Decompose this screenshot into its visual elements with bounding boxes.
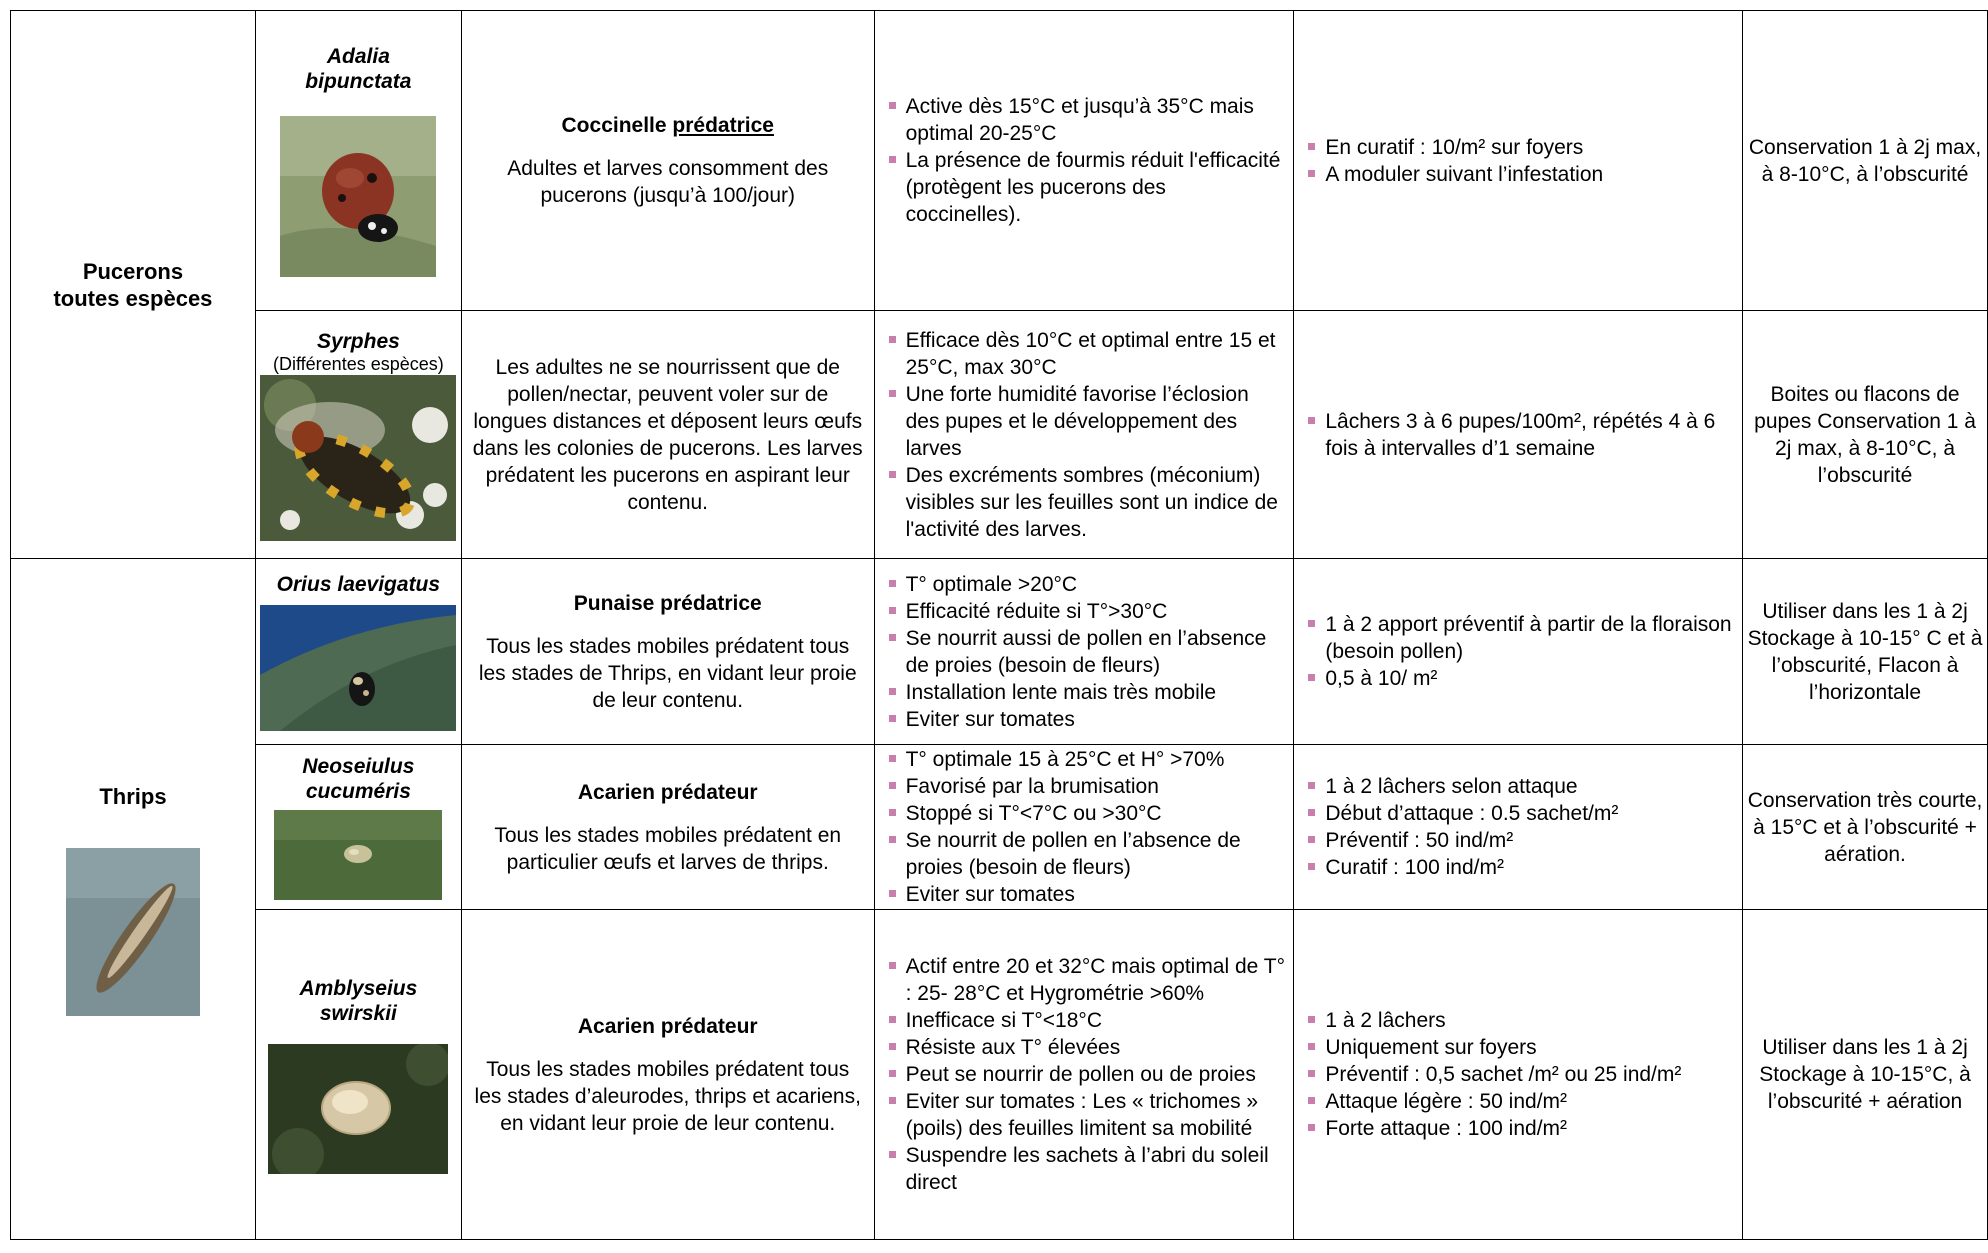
condition-item: Peut se nourrir de pollen ou de proies [889, 1061, 1286, 1088]
condition-item: Suspendre les sachets à l’abri du soleil direct [889, 1142, 1286, 1196]
description-cell [461, 745, 874, 910]
doses-cell [1294, 910, 1743, 1240]
type-label: Coccinelle [561, 114, 673, 137]
auxiliary-type: Acarien prédateur [577, 780, 758, 804]
conservation-cell [1743, 311, 1988, 559]
orius-bug-photo [260, 605, 456, 731]
thrips-photo [66, 848, 200, 1016]
condition-item: Favorisé par la brumisation [889, 773, 1286, 800]
conservation-cell [1743, 11, 1988, 311]
table-row [11, 311, 1988, 559]
pest-cell-pucerons [11, 11, 256, 559]
description-cell [461, 311, 874, 559]
auxiliary-name: cucuméris [305, 780, 411, 803]
condition-item: Eviter sur tomates [889, 706, 1286, 733]
condition-item: Se nourrit de pollen en l’absence de proies (besoin de fleurs) [889, 827, 1286, 881]
doses-cell [1294, 559, 1743, 745]
dose-item: A moduler suivant l’infestation [1308, 161, 1734, 188]
auxiliary-name: swirskii [319, 1001, 397, 1025]
pest-name: Pucerons [82, 258, 184, 284]
condition-item: Eviter sur tomates : Les « trichomes » (poils) des feuilles limitent sa mobilité [889, 1088, 1286, 1142]
description-cell [461, 910, 874, 1240]
condition-item: T° optimale >20°C [889, 571, 1286, 598]
auxiliary-cell [255, 745, 461, 910]
type-label-underlined: prédatrice [672, 114, 774, 137]
condition-item: Actif entre 20 et 32°C mais optimal de T° : 25- 28°C et Hygrométrie >60% [889, 953, 1286, 1007]
pest-name-sub: toutes espèces [53, 285, 213, 311]
dose-item: 1 à 2 apport préventif à partir de la floraison (besoin pollen) [1308, 611, 1734, 665]
mite-photo [274, 810, 442, 900]
description-text: Tous les stades mobiles prédatent tous les stades d’aleurodes, thrips et acariens, en vidant leur proie de leur contenu. [474, 1057, 861, 1135]
hoverfly-photo [260, 375, 456, 541]
doses-cell [1294, 311, 1743, 559]
table-row [11, 559, 1988, 745]
condition-item: Des excréments sombres (méconium) visibles sur les feuilles sont un indice de l'activité des larves. [889, 462, 1286, 543]
condition-item: T° optimale 15 à 25°C et H° >70% [889, 746, 1286, 773]
condition-item: Une forte humidité favorise l’éclosion des pupes et le développement des larves [889, 381, 1286, 462]
amblyseius-mite-photo [268, 1044, 448, 1174]
doses-cell [1294, 745, 1743, 910]
auxiliary-cell [255, 11, 461, 311]
dose-item: 1 à 2 lâchers selon attaque [1308, 773, 1734, 800]
dose-item: Début d’attaque : 0.5 sachet/m² [1308, 800, 1734, 827]
auxiliary-name: bipunctata [305, 70, 412, 93]
dose-item: Forte attaque : 100 ind/m² [1308, 1115, 1734, 1142]
conditions-cell [874, 559, 1294, 745]
auxiliaries-table [10, 10, 1988, 1240]
conservation-cell [1743, 559, 1988, 745]
pest-name: Thrips [99, 783, 167, 809]
condition-item: Installation lente mais très mobile [889, 679, 1286, 706]
dose-item: Curatif : 100 ind/m² [1308, 854, 1734, 881]
auxiliary-name: Amblyseius [299, 976, 418, 1000]
description-cell [461, 559, 874, 745]
conservation-cell [1743, 745, 1988, 910]
dose-item: Préventif : 0,5 sachet /m² ou 25 ind/m² [1308, 1061, 1734, 1088]
auxiliary-name: Adalia [326, 45, 390, 68]
description-text: Tous les stades mobiles prédatent tous les stades de Thrips, en vidant leur proie de leur contenu. [478, 634, 857, 712]
conservation-text: Utiliser dans les 1 à 2j Stockage à 10-15° C et à l’obscurité, Flacon à l’horizontale [1747, 599, 1983, 704]
conditions-cell [874, 311, 1294, 559]
condition-item: Efficacité réduite si T°>30°C [889, 598, 1286, 625]
auxiliary-cell [255, 311, 461, 559]
condition-item: La présence de fourmis réduit l'efficacité (protègent les pucerons des coccinelles). [889, 147, 1286, 228]
auxiliary-sub: (Différentes espèces) [273, 353, 444, 374]
description-text: Tous les stades mobiles prédatent en particulier œufs et larves de thrips. [494, 823, 842, 874]
dose-item: Lâchers 3 à 6 pupes/100m², répétés 4 à 6 fois à intervalles d’1 semaine [1308, 408, 1734, 462]
table-row [11, 11, 1988, 311]
conservation-text: Utiliser dans les 1 à 2j Stockage à 10-15°C, à l’obscurité + aération [1759, 1036, 1971, 1113]
conditions-cell [874, 745, 1294, 910]
auxiliary-name: Orius laevigatus [276, 573, 441, 596]
condition-item: Efficace dès 10°C et optimal entre 15 et 25°C, max 30°C [889, 327, 1286, 381]
auxiliary-type: Punaise prédatrice [573, 591, 762, 615]
dose-item: 0,5 à 10/ m² [1308, 665, 1734, 692]
description-text: Adultes et larves consomment des pucerons (jusqu’à 100/jour) [507, 157, 829, 207]
condition-item: Se nourrit aussi de pollen en l’absence de proies (besoin de fleurs) [889, 625, 1286, 679]
auxiliary-cell [255, 559, 461, 745]
description-cell [461, 11, 874, 311]
pest-cell-thrips [11, 559, 256, 1240]
conservation-cell [1743, 910, 1988, 1240]
conservation-text: Conservation 1 à 2j max, à 8-10°C, à l’obscurité [1748, 135, 1982, 186]
condition-item: Active dès 15°C et jusqu’à 35°C mais optimal 20-25°C [889, 93, 1286, 147]
auxiliary-name: Syrphes [316, 329, 400, 353]
auxiliary-type [472, 112, 864, 139]
table-row [11, 910, 1988, 1240]
auxiliary-cell [255, 910, 461, 1240]
dose-item: En curatif : 10/m² sur foyers [1308, 134, 1734, 161]
conservation-text: Boites ou flacons de pupes Conservation 1 à 2j max, à 8-10°C, à l’obscurité [1754, 382, 1976, 487]
condition-item: Inefficace si T°<18°C [889, 1007, 1286, 1034]
condition-item: Eviter sur tomates [889, 881, 1286, 908]
auxiliary-name: Neoseiulus [302, 755, 415, 778]
table-row [11, 745, 1988, 910]
conservation-text: Conservation très courte, à 15°C et à l’obscurité + aération. [1747, 788, 1983, 866]
dose-item: Préventif : 50 ind/m² [1308, 827, 1734, 854]
dose-item: Attaque légère : 50 ind/m² [1308, 1088, 1734, 1115]
ladybird-photo [280, 116, 436, 277]
description-text: Les adultes ne se nourrissent que de pollen/nectar, peuvent voler sur de longues distances et déposent leurs œufs dans les colonies de pucerons. Les larves prédatent les pucerons en aspirant leur contenu. [472, 355, 863, 514]
condition-item: Stoppé si T°<7°C ou >30°C [889, 800, 1286, 827]
conditions-cell [874, 910, 1294, 1240]
conditions-cell [874, 11, 1294, 311]
condition-item: Résiste aux T° élevées [889, 1034, 1286, 1061]
auxiliary-type: Acarien prédateur [577, 1014, 758, 1038]
dose-item: Uniquement sur foyers [1308, 1034, 1734, 1061]
dose-item: 1 à 2 lâchers [1308, 1007, 1734, 1034]
doses-cell [1294, 11, 1743, 311]
